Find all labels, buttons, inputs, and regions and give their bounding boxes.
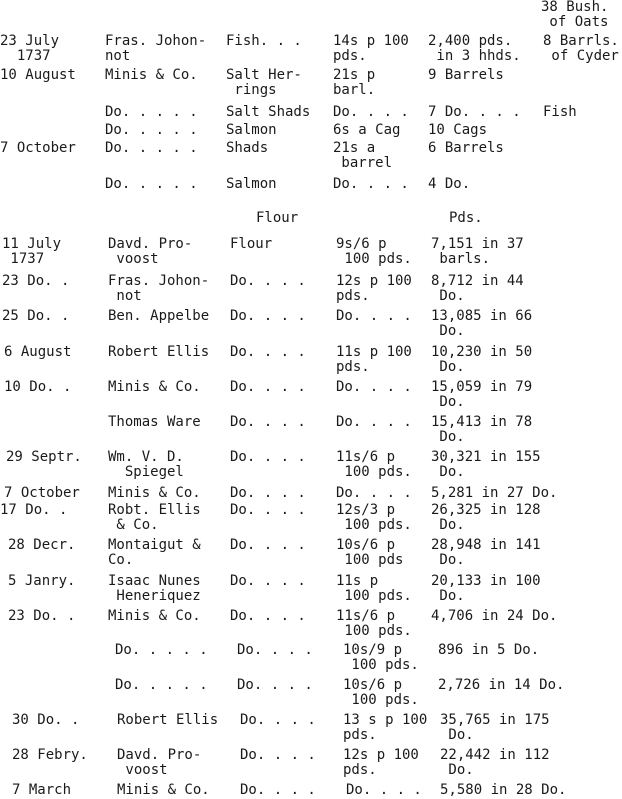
- article-cell: Do. . . .: [230, 414, 306, 430]
- qty-cell: 30,321 in 155 Do.: [431, 449, 541, 480]
- date-cell: 30 Do. .: [12, 712, 80, 728]
- merchant-cell: Do. . . . .: [105, 122, 198, 138]
- merchant-cell: Wm. V. D. Spiegel: [108, 449, 184, 480]
- qty-cell: 4 Do.: [428, 176, 471, 192]
- date-cell: 7 March: [12, 782, 72, 798]
- article-cell: Do. . . .: [230, 379, 306, 395]
- qty-cell: 35,765 in 175 Do.: [440, 712, 550, 743]
- date-cell: 7 October: [4, 485, 80, 501]
- date-cell: 29 Septr.: [6, 449, 82, 465]
- article-cell: Shads: [226, 140, 269, 156]
- article-cell: Do. . . .: [237, 642, 313, 658]
- qty-cell: 20,133 in 100 Do.: [431, 573, 541, 604]
- price-cell: 11s p 100 pds.: [336, 344, 412, 375]
- price-cell: 12s/3 p 100 pds.: [336, 502, 412, 533]
- date-cell: 5 Janry.: [8, 573, 76, 589]
- qty-cell: 10 Cags: [428, 122, 488, 138]
- flour-heading: Flour: [256, 210, 299, 226]
- date-cell: 23 July 1737: [0, 33, 60, 64]
- price-cell: Do. . . .: [336, 308, 412, 324]
- date-cell: 23 Do. .: [8, 608, 76, 624]
- article-cell: Do. . . .: [230, 573, 306, 589]
- article-cell: Do. . . .: [230, 608, 306, 624]
- article-cell: Do. . . .: [230, 485, 306, 501]
- extra-cell: 8 Barrls. of Cyder: [543, 33, 619, 64]
- merchant-cell: Davd. Pro- voost: [117, 747, 202, 778]
- article-cell: Do. . . .: [230, 502, 306, 518]
- date-cell: 10 Do. .: [4, 379, 72, 395]
- merchant-cell: Do. . . . .: [105, 140, 198, 156]
- date-cell: 11 July 1737: [2, 236, 62, 267]
- price-cell: 10s/6 p 100 pds: [336, 537, 404, 568]
- qty-cell: 7 Do. . . .: [428, 104, 521, 120]
- merchant-cell: Robt. Ellis & Co.: [108, 502, 201, 533]
- qty-cell: 15,413 in 78 Do.: [431, 414, 533, 445]
- article-cell: Salt Shads: [226, 104, 311, 120]
- article-cell: Do. . . .: [230, 449, 306, 465]
- date-cell: 28 Decr.: [8, 537, 76, 553]
- qty-cell: 5,580 in 28 Do.: [440, 782, 567, 798]
- article-cell: Do. . . .: [237, 677, 313, 693]
- merchant-cell: Davd. Pro- voost: [108, 236, 193, 267]
- price-cell: Do. . . .: [333, 104, 409, 120]
- merchant-cell: Isaac Nunes Heneriquez: [108, 573, 201, 604]
- qty-cell: 4,706 in 24 Do.: [431, 608, 558, 624]
- price-cell: 10s/9 p 100 pds.: [343, 642, 419, 673]
- qty-cell: 28,948 in 141 Do.: [431, 537, 541, 568]
- qty-cell: 26,325 in 128 Do.: [431, 502, 541, 533]
- price-cell: Do. . . .: [336, 379, 412, 395]
- price-cell: 11s p 100 pds.: [336, 573, 412, 604]
- price-cell: 21s p barl.: [333, 67, 376, 98]
- merchant-cell: Minis & Co.: [108, 379, 201, 395]
- qty-cell: 9 Barrels: [428, 67, 504, 83]
- merchant-cell: Robert Ellis: [108, 344, 210, 360]
- price-cell: 12s p 100 pds.: [343, 747, 419, 778]
- article-cell: Do. . . .: [230, 537, 306, 553]
- qty-cell: 10,230 in 50 Do.: [431, 344, 533, 375]
- article-cell: Do. . . .: [230, 273, 306, 289]
- date-cell: 28 Febry.: [12, 747, 88, 763]
- merchant-cell: Do. . . . .: [115, 677, 208, 693]
- date-cell: 17 Do. .: [0, 502, 68, 518]
- qty-cell: 896 in 5 Do.: [438, 642, 540, 658]
- article-cell: Do. . . .: [230, 308, 306, 324]
- article-cell: Do. . . .: [240, 747, 316, 763]
- price-cell: 10s/6 p 100 pds.: [343, 677, 419, 708]
- merchant-cell: Fras. Johon- not: [108, 273, 210, 304]
- article-cell: Salmon: [226, 176, 277, 192]
- price-cell: 12s p 100 pds.: [336, 273, 412, 304]
- date-cell: 7 October: [0, 140, 76, 156]
- article-cell: Do. . . .: [240, 782, 316, 798]
- qty-cell: 8,712 in 44 Do.: [431, 273, 524, 304]
- price-cell: Do. . . .: [346, 782, 422, 798]
- qty-cell: 15,059 in 79 Do.: [431, 379, 533, 410]
- price-cell: 6s a Cag: [333, 122, 401, 138]
- merchant-cell: Do. . . . .: [115, 642, 208, 658]
- article-cell: Do. . . .: [240, 712, 316, 728]
- qty-cell: 6 Barrels: [428, 140, 504, 156]
- merchant-cell: Fras. Johon- not: [105, 33, 207, 64]
- article-cell: Flour: [230, 236, 273, 252]
- price-cell: Do. . . .: [336, 414, 412, 430]
- qty-cell: 2,400 pds. in 3 hhds.: [428, 33, 521, 64]
- price-cell: 9s/6 p 100 pds.: [336, 236, 412, 267]
- article-cell: Do. . . .: [230, 344, 306, 360]
- price-cell: 11s/6 p 100 pds.: [336, 449, 412, 480]
- qty-cell: 2,726 in 14 Do.: [438, 677, 565, 693]
- date-cell: 10 August: [0, 67, 76, 83]
- article-cell: Salmon: [226, 122, 277, 138]
- merchant-cell: Ben. Appelbe: [108, 308, 210, 324]
- merchant-cell: Thomas Ware: [108, 414, 201, 430]
- date-cell: 25 Do. .: [2, 308, 70, 324]
- merchant-cell: Minis & Co.: [105, 67, 198, 83]
- price-cell: Do. . . .: [336, 485, 412, 501]
- date-cell: 6 August: [4, 344, 72, 360]
- date-cell: 23 Do. .: [2, 273, 70, 289]
- price-cell: 14s p 100 pds.: [333, 33, 409, 64]
- oats-note: 38 Bush. of Oats: [541, 0, 609, 30]
- qty-cell: 22,442 in 112 Do.: [440, 747, 550, 778]
- merchant-cell: Do. . . . .: [105, 104, 198, 120]
- merchant-cell: Do. . . . .: [105, 176, 198, 192]
- merchant-cell: Montaigut & Co.: [108, 537, 201, 568]
- merchant-cell: Minis & Co.: [108, 485, 201, 501]
- qty-cell: 5,281 in 27 Do.: [431, 485, 558, 501]
- price-cell: 13 s p 100 pds.: [343, 712, 428, 743]
- qty-cell: 13,085 in 66 Do.: [431, 308, 533, 339]
- merchant-cell: Minis & Co.: [108, 608, 201, 624]
- qty-cell: 7,151 in 37 barls.: [431, 236, 524, 267]
- merchant-cell: Robert Ellis: [117, 712, 219, 728]
- pds-heading: Pds.: [449, 210, 483, 226]
- article-cell: Salt Her- rings: [226, 67, 302, 98]
- price-cell: 21s a barrel: [333, 140, 393, 171]
- article-cell: Fish. . .: [226, 33, 302, 49]
- merchant-cell: Minis & Co.: [117, 782, 210, 798]
- price-cell: Do. . . .: [333, 176, 409, 192]
- extra-cell: Fish: [543, 104, 577, 120]
- price-cell: 11s/6 p 100 pds.: [336, 608, 412, 639]
